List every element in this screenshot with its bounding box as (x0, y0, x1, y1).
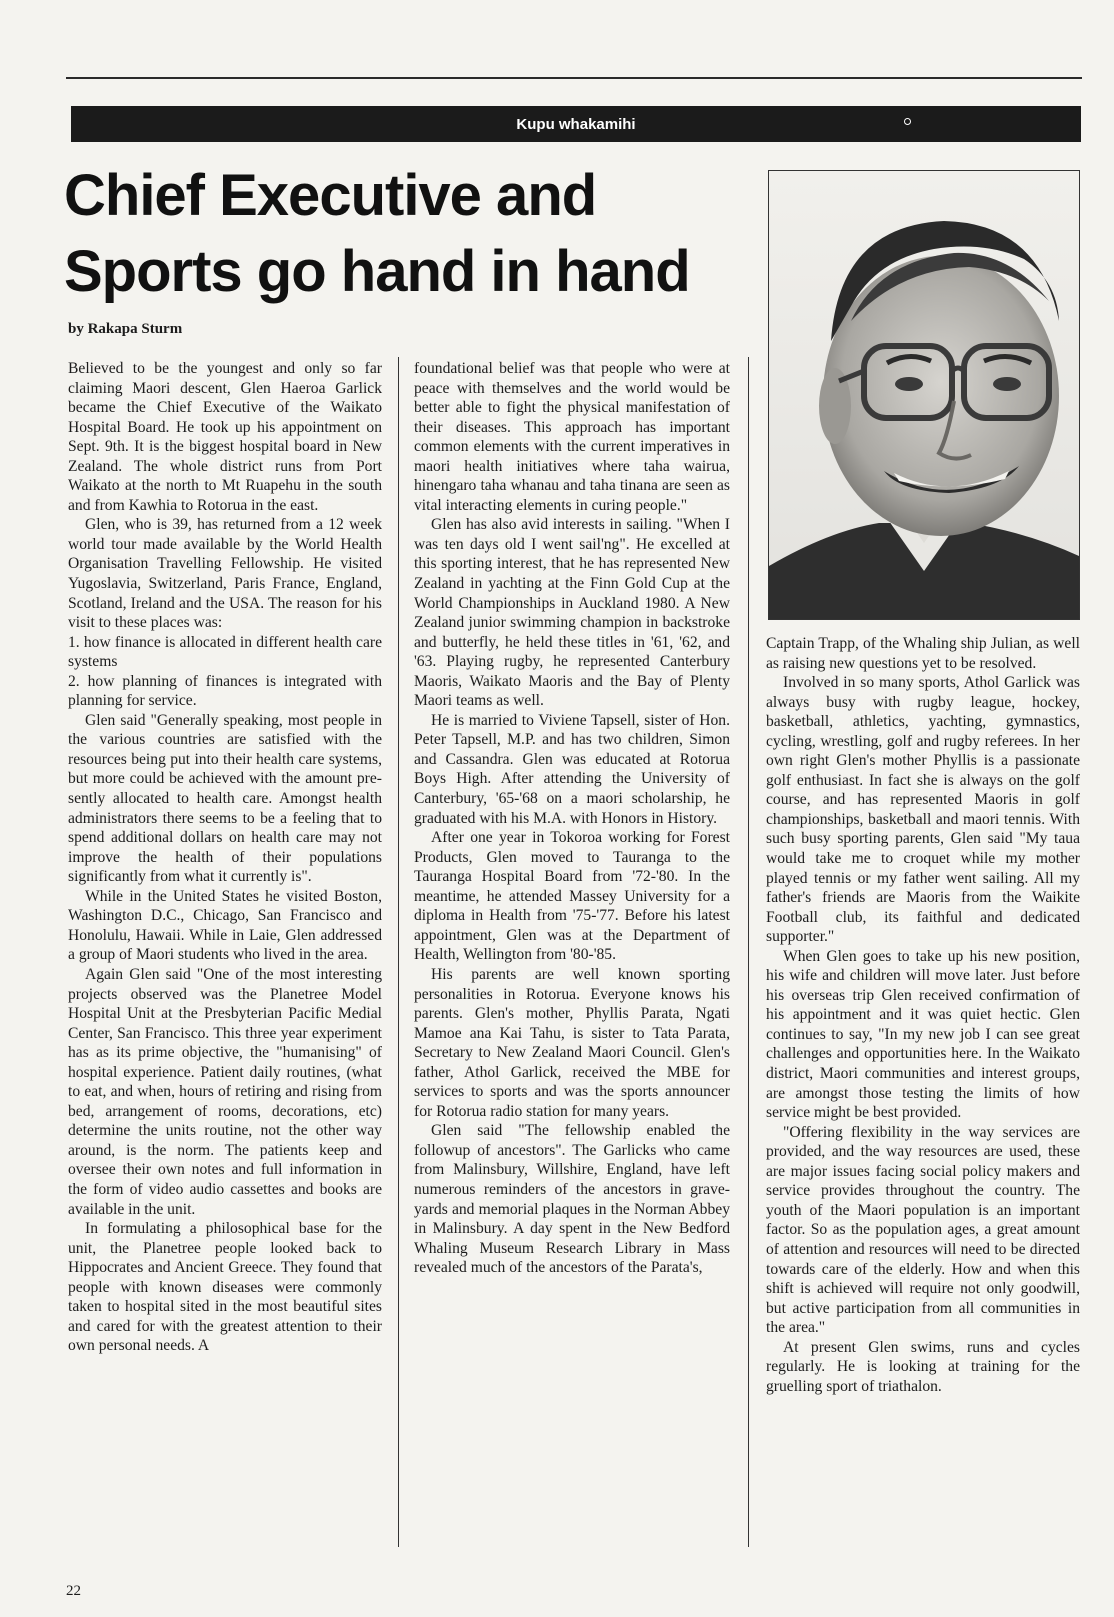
paragraph: Glen has also avid interests in sailing. "When I was ten days old I went sail'ng". He excelled at this sporting interest, that he has represented New Zealand in yachting at the Finn Gold Cup at the World Championships in Auckland 1980. A New Zealand junior swimming champion in backstroke and butterfly, he held these titles in '61, '62, and '63. Playing rugby, he represented Canterbury Maoris, Waikato Maoris and the Bay of Plenty Maori teams as well. (414, 516, 730, 710)
article-column-2 (414, 359, 730, 1278)
paragraph: When Glen goes to take up his new position, his wife and children will move later. Just before his overseas trip Glen received confirmation of his appointment and it was quiet hectic. Glen continues to say, "In my new job I can see great challenges and opportunities here. In the Waikato district, Maori communities and interest groups, are amongst those testing the limits of how service might be best provided. (766, 947, 1080, 1122)
paragraph: Believed to be the youngest and only so far claiming Maori descent, Glen Haeroa Garlick became the Chief Executive of the Waikato Hospital Board. He took up his appointment on Sept. 9th. It is the biggest hospital board in New Zealand. The whole district runs from Port Waikato at the north to Mt Ruapehu in the south and from Kawhia to Rotorua in the east. (68, 360, 382, 514)
headline: Chief Executive and Sports go hand in hand (64, 163, 690, 304)
top-rule (66, 77, 1082, 79)
page-number: 22 (66, 1583, 81, 1599)
byline: by Rakapa Sturm (68, 321, 183, 337)
paragraph: Again Glen said "One of the most interesting projects observed was the Planetree Model Hospital Unit at the Presbyterian Pacific Medial Center, San Francisco. This three year experiment has as its prime objective, the "humanising" of hospital experience. Patient daily routines, (what to eat, and when, hours of retiring and rising from bed, arrangement of rooms, decorations, etc) determine the units routine, not the other way around, is the norm. The patients keep and oversee their own notes and full information in the form of video audio cassettes and books are available in the unit. (68, 965, 382, 1218)
paragraph: Glen said "Generally speaking, most people in the various countries are satisfied with the resources being put into their health care systems, but more could be achieved with the amount presently allocated to health care. Amongst health administrators there seems to be a feeling that to spend additional dollars on health care may not improve the health of their populations significantly from what it currently is". (68, 711, 382, 886)
paragraph: In formulating a philosophical base for the unit, the Planetree people looked back to Hippocrates and Ancient Greece. They found that people with known diseases were commonly taken to hospital sited in the most beautiful sites and cared for with the greatest attention to their own personal needs. A (68, 1220, 382, 1355)
paragraph: Glen, who is 39, has returned from a 12 week world tour made available by the World Health Organisation Travelling Fellowship. He visited Yugoslavia, Switzerland, Paris France, England, Scotland, Ireland and the USA. The reason for his visit to these places was: (68, 516, 382, 632)
paragraph: foundational belief was that people who were at peace with themselves and the world would be better able to fight the physical manifestation of their diseases. This approach has important common elements with the current imperatives in maori health initiatives where taha wairua, hinengaro taha whanau and taha tinana are seen as vital interacting elements in curing people." (414, 360, 730, 514)
paragraph: Glen said "The fellowship enabled the followup of ancestors". The Garlicks who came from Malinsbury, Willshire, England, have left numerous reminders of the ancestors in graveyards and memorial plaques in the Norman Abbey in Malinsbury. A day spent in the New Bedford Whaling Museum Research Library in Mass revealed much of the ancestors of the Parata's, (414, 1122, 730, 1277)
article-column-1 (68, 359, 382, 1356)
paragraph: His parents are well known sporting personalities in Rotorua. Everyone knows his parents. Glen's mother, Phyllis Parata, Ngati Mamoe ana Kai Tahu, is sister to Tata Parata, Secretary to New Zealand Maori Council. Glen's father, Athol Garlick, received the MBE for services to sports and was the sports announcer for Rotorua radio station for many years. (414, 965, 730, 1120)
portrait-photo (768, 170, 1080, 620)
column-divider-1 (398, 357, 399, 1547)
man-with-glasses-portrait-icon (769, 171, 1079, 619)
banner-dot-icon (904, 118, 911, 125)
article-column-3 (766, 634, 1080, 1396)
paragraph: "Offering flexibility in the way services are provided, and the way resources are used, these are major issues facing social policy makers and service provides throughout the country. The youth of the Maori population is an important factor. So as the population ages, a great amount of attention and resources will need to be directed towards care of the elderly. How and when this shift is achieved will require not only goodwill, but active participation from all communities in the area." (766, 1123, 1080, 1337)
paragraph: While in the United States he visited Boston, Washington D.C., Chicago, San Francisco and Honolulu, Hawaii. While in Laie, Glen addressed a group of Maori students who lived in the area. (68, 887, 382, 964)
paragraph: At present Glen swims, runs and cycles regularly. He is looking at training for the gruelling sport of triathalon. (766, 1338, 1080, 1395)
paragraph: Captain Trapp, of the Whaling ship Julian, as well as raising new questions yet to be resolved. (766, 635, 1080, 672)
section-banner (71, 106, 1081, 142)
list-item: 1. how finance is allocated in different health care systems (68, 633, 382, 671)
section-label: Kupu whakamihi (516, 115, 636, 133)
paragraph: After one year in Tokoroa working for Forest Products, Glen moved to Tauranga to the Tauranga Hospital Board from '72-'80. In the meantime, he attended Massey University for a diploma in Health from '75-'77. Before his latest appointment, Glen was at the Department of Health, Wellington from '80-'85. (414, 829, 730, 964)
list-item: 2. how planning of finances is integrated with planning for service. (68, 672, 382, 710)
paragraph: He is married to Viviene Tapsell, sister of Hon. Peter Tapsell, M.P. and has two children, Simon and Cassandra. Glen was educated at Rotorua Boys High. After attending the University of Canterbury, '65-'68 on a maori scholarship, he graduated with his M.A. with Honors in History. (414, 711, 730, 827)
column-divider-2 (748, 357, 749, 1547)
paragraph: Involved in so many sports, Athol Garlick was always busy with rugby league, hockey, basketball, athletics, yachting, gymnastics, cycling, wrestling, golf and rugby referees. In her own right Glen's mother Phyllis is a passionate golf enthusiast. In fact she is always on the golf course, and has represented Maoris in golf championships, basketball and maori tennis. With such busy sporting parents, Glen said "My taua would take me to croquet while my mother played tennis or my father went sailing. All my father's friends are Maoris from the Waikite Football club, its faithful and dedicated supporter." (766, 674, 1080, 946)
